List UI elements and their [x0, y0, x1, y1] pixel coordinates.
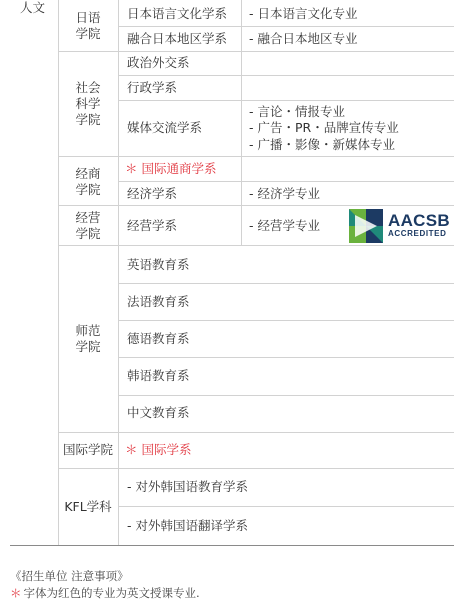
row-divider: [118, 320, 454, 321]
major-media-info: - 言论・情报专业: [249, 104, 345, 119]
dept-french-education: 法语教育系: [127, 294, 190, 309]
row-divider: [118, 100, 454, 101]
row-divider: [118, 26, 454, 27]
faculty-label: 人文: [20, 0, 46, 15]
notes-title: 《招生单位 注意事项》: [10, 569, 129, 583]
row-divider: [58, 245, 454, 246]
row-divider: [58, 432, 454, 433]
row-divider: [118, 357, 454, 358]
row-divider: [118, 181, 454, 182]
major-japan-regional: - 融合日本地区专业: [249, 31, 358, 46]
row-divider: [58, 468, 454, 469]
college-kfl: KFL学科: [64, 499, 112, 514]
dept-media-communication: 媒体交流学系: [127, 120, 203, 135]
aacsb-logo-icon: [349, 209, 383, 243]
dept-economics: 经济学系: [127, 186, 178, 201]
dept-kfl-education: - 对外韩国语教育学系: [127, 479, 248, 494]
dept-german-education: 德语教育系: [127, 331, 190, 346]
divider-major: [241, 0, 242, 245]
dept-international-trade: ＊ 国际通商学系: [125, 161, 217, 176]
notes-bullet: ＊: [10, 586, 22, 600]
dept-korean-education: 韩语教育系: [127, 368, 190, 383]
notes-text: 字体为红色的专业为英文授课专业.: [23, 586, 200, 600]
dept-political-diplomacy: 政治外交系: [127, 55, 190, 70]
row-divider: [58, 156, 454, 157]
dept-business: 经营学系: [127, 218, 178, 233]
divider-department: [118, 0, 119, 545]
college-international: 国际学院: [62, 442, 113, 457]
college-japanese: 日语 学院: [75, 10, 101, 41]
aacsb-name: AACSB: [388, 211, 450, 230]
major-advertising-pr: - 广告・PR・品牌宣传专业: [249, 120, 399, 135]
row-divider: [118, 75, 454, 76]
college-economics-trade: 经商 学院: [75, 166, 101, 197]
major-business: - 经营学专业: [249, 218, 320, 233]
row-divider: [58, 205, 454, 206]
college-education: 师范 学院: [75, 323, 101, 354]
dept-public-admin: 行政学系: [127, 80, 178, 95]
major-broadcast-media: - 广播・影像・新媒体专业: [249, 137, 395, 152]
notes-line: [10, 585, 200, 601]
aacsb-subtitle: ACCREDITED: [388, 229, 447, 238]
dept-chinese-education: 中文教育系: [127, 405, 190, 420]
major-economics: - 经济学专业: [249, 186, 320, 201]
college-management: 经营 学院: [75, 210, 101, 241]
aacsb-badge: [349, 209, 450, 243]
major-japanese-language: - 日本语言文化专业: [249, 6, 358, 21]
row-divider: [118, 506, 454, 507]
dept-japan-regional: 融合日本地区学系: [127, 31, 228, 46]
dept-kfl-translation: - 对外韩国语翻译学系: [127, 518, 248, 533]
row-divider: [118, 283, 454, 284]
row-divider: [58, 51, 454, 52]
table-bottom-rule: [10, 545, 454, 546]
row-divider: [118, 395, 454, 396]
college-social-science: 社会 科学 学院: [75, 80, 101, 127]
dept-japanese-language: 日本语言文化学系: [127, 6, 228, 21]
dept-international-studies: ＊ 国际学系: [125, 442, 192, 457]
dept-english-education: 英语教育系: [127, 257, 190, 272]
